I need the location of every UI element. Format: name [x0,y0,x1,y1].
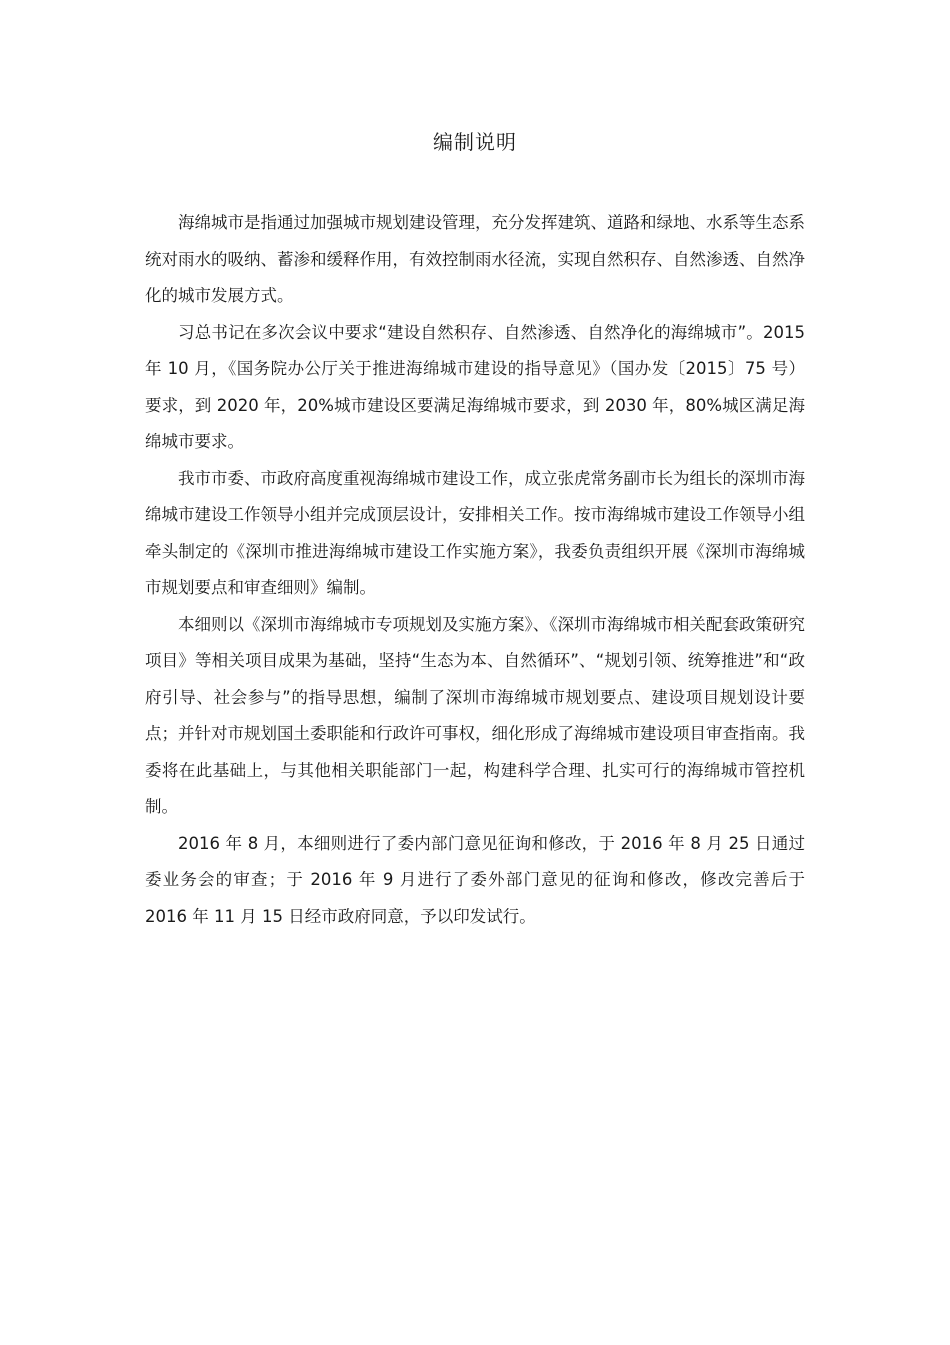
paragraph-review-timeline: 2016 年 8 月，本细则进行了委内部门意见征询和修改，于 2016 年 8 月 25 日通过委业务会的审查；于 2016 年 9 月进行了委外部门意见的征询和修改，修改完善后于 2016 年 11 月 15 日经市政府同意，予以印发试行。 [145,833,805,926]
paragraph-municipal-organization: 我市市委、市政府高度重视海绵城市建设工作，成立张虎常务副市长为组长的深圳市海绵城市建设工作领导小组并完成顶层设计，安排相关工作。按市海绵城市建设工作领导小组牵头制定的《深圳市推进海绵城市建设工作实施方案》，我委负责组织开展《深圳市海绵城市规划要点和审查细则》编制。 [145,468,805,597]
document-title: 编制说明 [433,130,517,154]
document-body [145,205,805,935]
paragraph-guideline-basis: 本细则以《深圳市海绵城市专项规划及实施方案》、《深圳市海绵城市相关配套政策研究项目》等相关项目成果为基础，坚持“生态为本、自然循环”、“规划引领、统筹推进”和“政府引导、社会参与”的指导思想，编制了深圳市海绵城市规划要点、建设项目规划设计要点；并针对市规划国土委职能和行政许可事权，细化形成了海绵城市建设项目审查指南。我委将在此基础上，与其他相关职能部门一起，构建科学合理、扎实可行的海绵城市管控机制。 [145,614,805,816]
paragraph-sponge-city-definition: 海绵城市是指通过加强城市规划建设管理，充分发挥建筑、道路和绿地、水系等生态系统对雨水的吸纳、蓄渗和缓释作用，有效控制雨水径流，实现自然积存、自然渗透、自然净化的城市发展方式。 [145,213,805,305]
paragraph-policy-requirements: 习总书记在多次会议中要求“建设自然积存、自然渗透、自然净化的海绵城市”。2015 年 10 月，《国务院办公厅关于推进海绵城市建设的指导意见》（国办发〔2015〕75 号）要求，到 2020 年，20%城市建设区要满足海绵城市要求，到 2030 年，80%城区满足海绵城市要求。 [145,322,805,451]
